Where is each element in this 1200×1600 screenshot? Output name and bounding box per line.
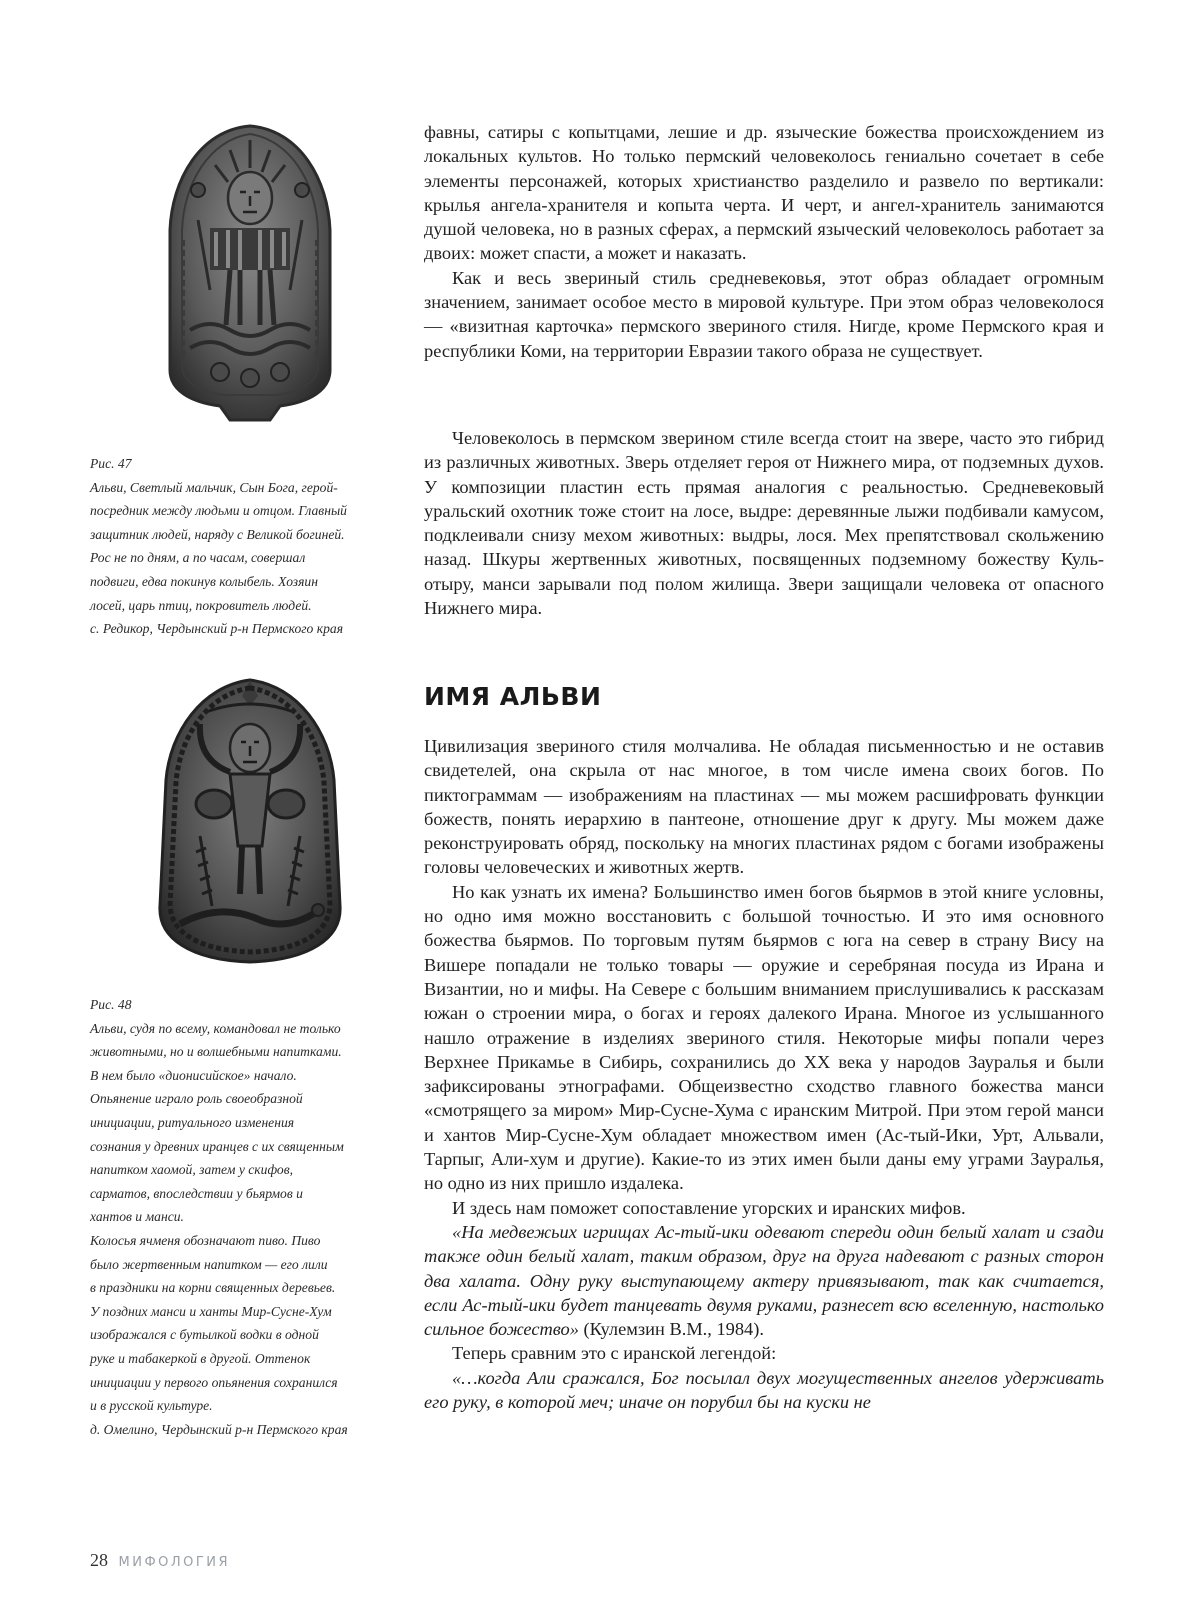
- fig48-caption-line: животными, но и волшебными напитками.: [90, 1044, 342, 1060]
- fig47-caption-line: Рос не по дням, а по часам, совершал: [90, 550, 306, 566]
- fig47-caption-line: подвиги, едва покинув колыбель. Хозяин: [90, 573, 318, 589]
- figure-47-caption: [90, 452, 410, 641]
- fig48-caption-line: инициации, ритуального изменения: [90, 1114, 295, 1130]
- quote-paragraph: [424, 1220, 1104, 1341]
- body-paragraph: И здесь нам поможет сопоставление угорских и иранских мифов.: [452, 1197, 966, 1218]
- human-elk-text: [424, 426, 1104, 620]
- body-paragraph: Цивилизация звериного стиля молчалива. Не обладая письменностью и не оставив свидетелей, она скрыла от нас многое, в том числе имена своих богов. По пиктограммам — изображениям на пластинах — мы можем расшифровать функции божеств, понять иерархию в пантеоне, отношение друг к другу. Мы можем даже реконструировать обряд, поскольку на многих пластинах рядом с богами изображены головы человеческих и животных жертв.: [424, 736, 1104, 878]
- fig48-caption-line: сознания у древних иранцев с их священным: [90, 1138, 344, 1154]
- fig47-caption-line: защитник людей, наряду с Великой богиней.: [90, 526, 345, 542]
- page-footer: [90, 1550, 230, 1571]
- bronze-plate-alvi-standing-icon: [160, 120, 340, 422]
- alvi-section-text: [424, 734, 1104, 1414]
- fig48-caption-line: В нем было «дионисийское» начало.: [90, 1067, 297, 1083]
- fig48-caption-line: Рис. 48: [90, 997, 132, 1012]
- fig48-caption-line: сарматов, впоследствии у бьярмов и: [90, 1185, 303, 1201]
- fig48-caption-line: У поздних манси и ханты Мир-Сусне-Хум: [90, 1303, 332, 1319]
- body-paragraph: Теперь сравним это с иранской легендой:: [452, 1343, 777, 1364]
- body-paragraph: фавны, сатиры с копытцами, лешие и др. языческие божества происхождением из локальных культов. Но только пермский человеколось гениально сочетает в себе элементы персонажей, которых христианство разделило и развело по вертикали: крылья ангела-хранителя и копыта черта. И черт, и ангел-хранитель занимаются душой человека, но в разных сферах, а пермский языческий человеколось работает за двоих: может спасти, а может и наказать.: [424, 122, 1104, 264]
- quote-source: (Кулемзин В.М., 1984).: [578, 1319, 764, 1340]
- quote-paragraph: «…когда Али сражался, Бог посылал двух могущественных ангелов удерживать его руку, в которой меч; иначе он порубил бы на куски не: [424, 1367, 1104, 1413]
- quote-text: «На медвежьих игрищах Ас-тый-ики одевают спереди один белый халат и сзади также один белый халат, таким образом, друг на друга надевают с разных сторон два халата. Одну руку выступающему актеру привязывают, так как считается, если Ас-тый-ики будет танцевать двумя руками, разнесет всю вселенную, настолько сильное божество»: [424, 1221, 1104, 1340]
- fig47-caption-line: Альви, Светлый мальчик, Сын Бога, герой-: [90, 479, 338, 495]
- fig47-caption-line: посредник между людьми и отцом. Главный: [90, 503, 347, 519]
- fig48-caption-line: напитком хаомой, затем у скифов,: [90, 1162, 294, 1178]
- figure-48-caption: [90, 993, 410, 1441]
- bronze-plate-alvi-with-plants-icon: [150, 676, 350, 966]
- fig48-caption-line: и в русской культуре.: [90, 1398, 213, 1414]
- fig48-caption-line: д. Омелино, Чердынский р-н Пермского края: [90, 1421, 348, 1437]
- fig48-caption-line: Альви, судя по всему, командовал не только: [90, 1020, 341, 1036]
- fig48-caption-line: инициации у первого опьянения сохранился: [90, 1374, 338, 1390]
- intro-text: [424, 120, 1104, 363]
- running-head: МИФОЛОГИЯ: [118, 1555, 231, 1570]
- fig48-caption-line: в праздники на корни священных деревьев.: [90, 1280, 336, 1296]
- figure-47-image: [160, 120, 340, 422]
- body-paragraph: Как и весь звериный стиль средневековья, этот образ обладает огромным значением, занимает особое место в мировой культуре. При этом образ человеколося — «визитная карточка» пермского звериного стиля. Нигде, кроме Пермского края и республики Коми, на территории Евразии такого образа не существует.: [424, 267, 1104, 361]
- fig47-caption-line: лосей, царь птиц, покровитель людей.: [90, 597, 312, 613]
- body-paragraph: Но как узнать их имена? Большинство имен богов бьярмов в этой книге условны, но одно имя можно восстановить с большой точностью. И это имя основного божества бьярмов. По торговым путям бьярмов с юга на север в страну Вису на Вишере попадали не только товары — оружие и серебряная посуда из Ирана и Византии, но и мифы. На Севере с большим вниманием прислушивались к рассказам южан о строении мира, о богах и героях далекого Ирана. Многое из услышанного нашло отражение в изделиях звериного стиля. Некоторые мифы попали через Верхнее Прикамье в Сибирь, сохранились до XX века у народов Зауралья и были зафиксированы этнографами. Общеизвестно сходство главного божества манси «смотрящего за миром» Мир-Сусне-Хума с иранским Митрой. При этом герой манси и хантов Мир-Сусне-Хум обладает множеством имен (Ас-тый-Ики, Урт, Альвали, Тарпыг, Али-хум и другие). Какие-то из этих имен были даны ему уграми Зауралья, но одно из них пришло издалека.: [424, 881, 1104, 1194]
- fig48-caption-line: хантов и манси.: [90, 1209, 184, 1225]
- fig47-caption-line: Рис. 47: [90, 456, 132, 471]
- figure-48-image: [150, 676, 350, 966]
- body-paragraph: Человеколось в пермском зверином стиле всегда стоит на звере, часто это гибрид из различных животных. Зверь отделяет героя от Нижнего мира, от подземных духов. У композиции пластин есть прямая аналогия с реальностью. Средневековый уральский охотник тоже стоит на лосе, выдре: деревянные лыжи подбивали камусом, подклеивали снизу мехом животных: выдры, лося. Мех препятствовал скольжению назад. Шкуры жертвенных животных, посвященных подземному божеству Куль-отыру, манси зарывали под полом жилища. Звери защищали человека от опасного Нижнего мира.: [424, 428, 1104, 619]
- section-heading: ИМЯ АЛЬВИ: [424, 682, 602, 711]
- fig48-caption-line: Опьянение играло роль своеобразной: [90, 1091, 303, 1107]
- fig48-caption-line: было жертвенным напитком — его лили: [90, 1256, 328, 1272]
- fig47-caption-line: с. Редикор, Чердынский р-н Пермского края: [90, 621, 344, 637]
- page-number: 28: [90, 1550, 108, 1570]
- fig48-caption-line: руке и табакеркой в другой. Оттенок: [90, 1350, 311, 1366]
- fig48-caption-line: изображался с бутылкой водки в одной: [90, 1327, 319, 1343]
- fig48-caption-line: Колосья ячменя обозначают пиво. Пиво: [90, 1232, 321, 1248]
